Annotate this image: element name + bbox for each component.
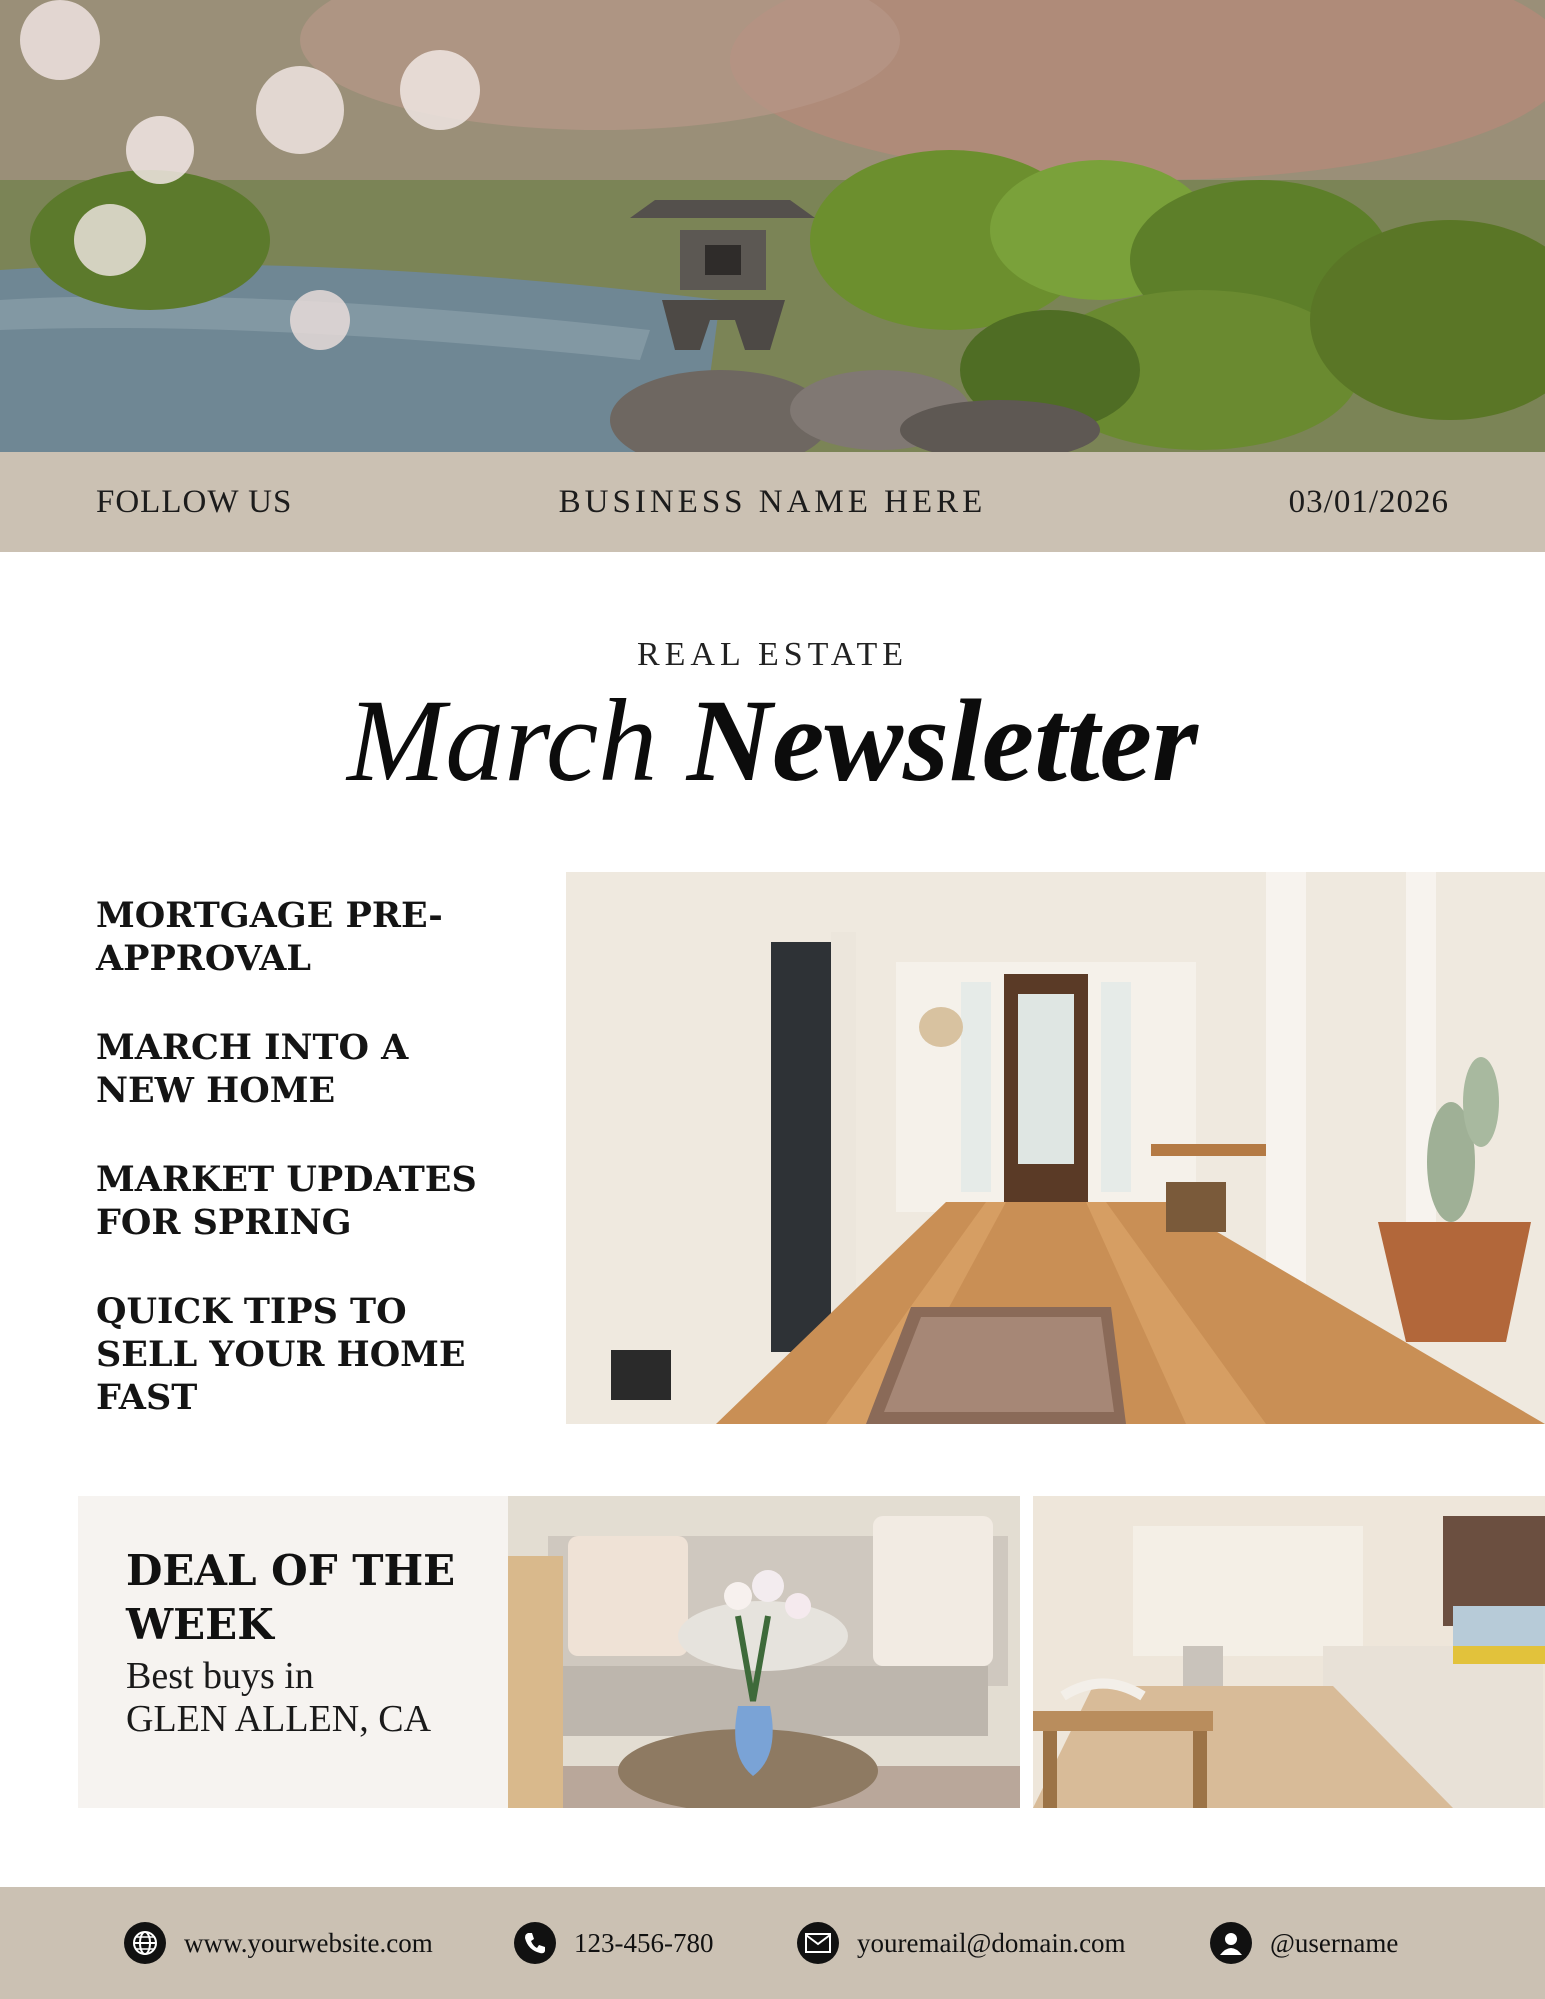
website-contact[interactable] [124,1887,433,1999]
living-room-photo [508,1496,1020,1808]
globe-icon [124,1922,166,1964]
follow-us-label[interactable]: FOLLOW US [96,484,293,520]
email-contact[interactable] [797,1887,1126,1999]
title-light-word: March [347,675,658,806]
topic-item: QUICK TIPS TO SELL YOUR HOME FAST [96,1291,466,1418]
phone-number[interactable]: 123-456-780 [574,1927,714,1958]
topics-list [96,894,496,1465]
email-address[interactable]: youremail@domain.com [857,1927,1126,1958]
business-name: BUSINESS NAME HERE [558,484,987,520]
deal-box [78,1496,508,1808]
topic-item: MARKET UPDATES FOR SPRING [96,1159,477,1243]
social-contact[interactable] [1210,1887,1398,1999]
topic-item: MARCH INTO A NEW HOME [96,1027,409,1111]
deal-location: GLEN ALLEN, CA [126,1698,432,1740]
page-title [0,676,1545,806]
social-handle[interactable]: @username [1270,1927,1399,1958]
deal-subtitle [126,1655,486,1741]
contact-footer [0,1887,1545,1999]
envelope-icon [797,1922,839,1964]
deal-title: DEAL OF THE WEEK [126,1546,456,1649]
hallway-photo [566,872,1545,1424]
title-bold-word: Newsletter [686,675,1198,806]
hero-garden-photo [0,0,1545,452]
phone-icon [514,1922,556,1964]
website-link[interactable]: www.yourwebsite.com [184,1927,433,1958]
deal-subtitle-line: Best buys in [126,1655,314,1697]
title-kicker: REAL ESTATE [636,636,909,673]
user-icon [1210,1922,1252,1964]
issue-date: 03/01/2026 [1288,484,1449,520]
header-band [0,452,1545,552]
kitchen-photo [1033,1496,1545,1808]
phone-contact[interactable] [514,1887,713,1999]
topic-item: MORTGAGE PRE-APPROVAL [96,895,443,979]
